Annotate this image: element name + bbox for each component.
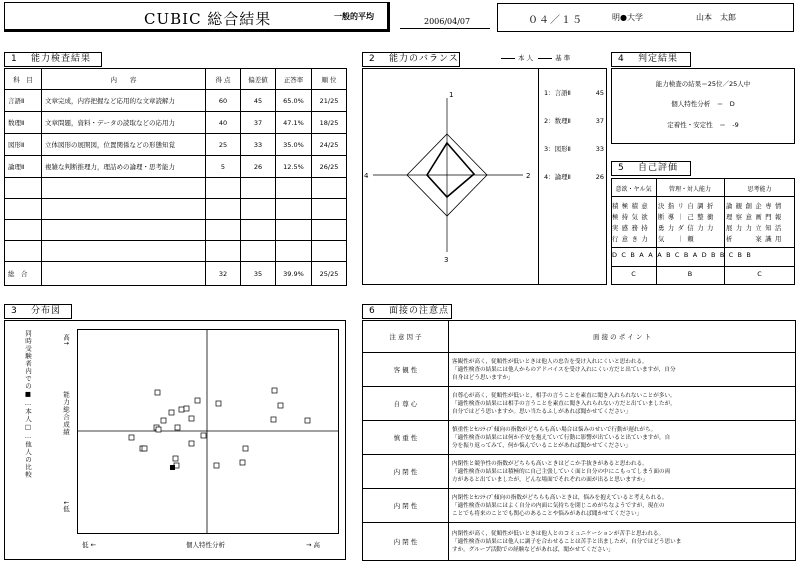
point-other [240, 460, 245, 465]
balance-item-value: 45 [595, 89, 604, 97]
section-2-title [362, 52, 460, 67]
balance-item-label: 1：言語Ⅱ [544, 89, 571, 97]
note-line: 「適性検査の結果には何か不安を抱えていて行動に影響が出ていると出ていますが，自 [452, 434, 671, 441]
grade: B [683, 251, 693, 259]
cell-accuracy: 12.5% [276, 156, 312, 178]
cell-deviation: 26 [241, 156, 276, 178]
note-row [363, 421, 796, 455]
legend-standard: 基 準 [555, 54, 571, 62]
summary-management: B [687, 270, 693, 278]
section-label: 能力のバランス [389, 54, 459, 64]
section-3-title [4, 304, 72, 319]
cell-score: 60 [206, 90, 241, 112]
section-label: 判定結果 [638, 54, 679, 64]
cell-content: 文章完成，内容把握など応用的な文章読解力 [42, 90, 206, 112]
point-other [189, 441, 194, 446]
self-eval-divider-2 [724, 178, 725, 285]
judgment-line-1: 能力検査の結果＝25位／25人中 [655, 80, 751, 88]
table-row [5, 156, 347, 178]
note-text [449, 387, 796, 421]
self-eval-summary-line [611, 266, 795, 267]
table-row [5, 90, 347, 112]
other-candidates [129, 388, 310, 468]
grade: D [612, 251, 622, 259]
section-label: 能力検査結果 [31, 54, 92, 64]
radar-axis-label-3: 3 [444, 256, 449, 264]
grade: B [630, 251, 640, 259]
cell-rank: 26/25 [312, 156, 347, 178]
section-number: 5 [618, 163, 625, 173]
cell-subject: 総 合 [5, 262, 42, 286]
x-axis-high: → 高 [306, 541, 321, 549]
note-line: 内閉性とｾﾝｼﾃｨﾌﾞ傾向の指数がどちらも高いときは，悩みを抱えていると考えられる。 [452, 494, 668, 501]
note-line: 「適性検査の結果にはよく自分の内面に気持ちを閉じこめがちなようですが，現在の [452, 502, 665, 509]
col-header-points: 面 接 の ポ イ ン ト [449, 321, 796, 353]
cell-content: 文章問題，資料・データの読取などの応用力 [42, 112, 206, 134]
ability-test-table [4, 68, 347, 286]
grade: B [737, 251, 747, 259]
point-other [161, 418, 166, 423]
distribution-legend: 同時受験者内での■…本人□…他人の比較 [24, 330, 32, 479]
point-other [201, 433, 206, 438]
group-label-thinking: 思考能力 [747, 186, 772, 193]
table-row [5, 134, 347, 156]
self-eval-divider-1 [656, 178, 657, 285]
note-line: 「適性検査の結果には他人からのアドバイスを受け入れにくい方だと出ていますが，自分 [452, 366, 676, 373]
cell-accuracy: 47.1% [276, 112, 312, 134]
balance-legend [498, 53, 570, 62]
col-header-factor: 注 意 因 子 [363, 321, 449, 353]
cell-accuracy: 65.0% [276, 90, 312, 112]
note-text [449, 523, 796, 561]
section-6-title [362, 304, 452, 319]
y-axis-low: ↓低 [62, 500, 70, 512]
cell-deviation: 33 [241, 134, 276, 156]
note-line: ことでも将来のことでも関心のあることや悩みがあれば聞かせてください」 [452, 510, 643, 517]
point-other [216, 401, 221, 406]
note-row [363, 489, 796, 523]
group-label-motivation: 意欲・ヤル気 [615, 186, 652, 193]
section-number: 3 [11, 306, 18, 316]
note-text [449, 455, 796, 489]
balance-item [544, 107, 604, 135]
balance-item [544, 163, 604, 191]
y-axis-label: 能力総合成績 [62, 391, 70, 436]
cell-subject: 数理Ⅱ [5, 112, 42, 134]
cell-accuracy: 35.0% [276, 134, 312, 156]
section-label: 面接の注意点 [389, 306, 450, 316]
note-factor: 内 閉 性 [363, 455, 449, 489]
group-label-management: 管理・対人能力 [668, 186, 711, 193]
cell-subject: 図形Ⅱ [5, 134, 42, 156]
note-line: 内閉性が高く，従順性が低いときは他人とのコミュニケーションが苦手と思われる。 [452, 530, 665, 537]
self-eval-grades [612, 251, 795, 259]
cell-subject: 言語Ⅱ [5, 90, 42, 112]
radar-axis-label-1: 1 [449, 91, 454, 99]
col-header-score: 得 点 [206, 69, 241, 90]
radar-axis-label-2: 2 [526, 172, 531, 180]
cell-score: 25 [206, 134, 241, 156]
col-header-subject: 科 目 [5, 69, 42, 90]
cell-content: 複雑な判断推理力，理詰めの論理・思考能力 [42, 156, 206, 178]
cell-rank: 18/25 [312, 112, 347, 134]
judgment-line-3: 定着性・安定性 ＝ -9 [667, 121, 739, 129]
grade: C [674, 251, 684, 259]
note-line: 「適性検査の結果には相手の言うことを素直に聞き入れられない方だと出ていましたが， [452, 400, 676, 407]
note-row [363, 523, 796, 561]
cell-subject: 論理Ⅱ [5, 156, 42, 178]
grade: D [701, 251, 711, 259]
grade: C [621, 251, 631, 259]
point-other [142, 446, 147, 451]
note-factor: 慎 重 性 [363, 421, 449, 455]
table-row [5, 112, 347, 134]
trait-grid-thinking: 論観創企専情 理察意画門報 展力力立知活 析 案識用 [726, 203, 785, 243]
note-line: 分を振り返ってみて，何か悩んでいることがあれば聞かせてください」 [452, 442, 631, 449]
cell-deviation: 45 [241, 90, 276, 112]
note-text [449, 489, 796, 523]
cell-accuracy: 39.9% [276, 262, 312, 286]
grade: B [746, 251, 756, 259]
col-header-accuracy: 正答率 [276, 69, 312, 90]
school-name: 明●大学 [612, 13, 643, 22]
note-text [449, 353, 796, 387]
cell-score: 40 [206, 112, 241, 134]
point-other [173, 456, 178, 461]
balance-item-label: 3：図形Ⅱ [544, 145, 571, 153]
note-line: すか。グループ活動での経験などがあれば，聞かせてください」 [452, 546, 614, 553]
empty-row [5, 220, 347, 241]
trait-grid-motivation: 積極積意 極持気欲 実感務持 行意き力 [612, 203, 652, 243]
point-other [156, 427, 161, 432]
cell-content: 立体図形の展開図，位置関係などの形態知覚 [42, 134, 206, 156]
radar-axis-label-4: 4 [364, 172, 369, 180]
grade: B [666, 251, 675, 259]
plot-frame [78, 330, 339, 534]
section-number: 1 [11, 54, 18, 64]
section-label: 自己評価 [638, 163, 679, 173]
note-line: 内閉性と競争性の指数がどちらも高いときはどこか手抜きがあると思われる。 [452, 460, 648, 467]
radar-chart [363, 70, 538, 284]
balance-item-value: 37 [595, 117, 604, 125]
note-row [363, 387, 796, 421]
empty-row [5, 199, 347, 220]
point-other [305, 418, 310, 423]
cell-rank: 25/25 [312, 262, 347, 286]
empty-row [5, 241, 347, 262]
note-line: 自分ではどう思いますか。思い当たるふしがあれば聞かせてください」 [452, 408, 632, 415]
grade: B [719, 251, 729, 259]
note-line: 慎重性とｾﾝｼﾃｨﾌﾞ傾向の指数がどちらも高い場合は悩みのせいで行動が遅れがち。 [452, 426, 657, 433]
point-other [195, 398, 200, 403]
report-date: 2006/04/07 [424, 17, 471, 26]
point-other [271, 417, 276, 422]
section-5-title [611, 161, 691, 176]
grade: A [657, 251, 667, 259]
balance-item-label: 2：数理Ⅱ [544, 117, 571, 125]
balance-divider [538, 68, 539, 285]
interview-notes-table [362, 320, 796, 561]
note-factor: 客 観 性 [363, 353, 449, 387]
point-other [169, 410, 174, 415]
col-header-content: 内 容 [42, 69, 206, 90]
point-other [129, 435, 134, 440]
point-other [272, 388, 277, 393]
cell-deviation: 35 [241, 262, 276, 286]
section-number: 6 [369, 306, 376, 316]
total-row [5, 262, 347, 286]
note-row [363, 353, 796, 387]
note-line: 「適性検査の結果には積極的に自己主張していく面と自分の中にこもってしまう面の両 [452, 468, 671, 475]
note-row [363, 455, 796, 489]
date-underline [400, 28, 490, 29]
note-text [449, 421, 796, 455]
note-line: 自尊心が高く，従順性が低いと，相手の言うことを素直に聞き入れられないことが多い。 [452, 392, 676, 399]
self-eval-grade-line [611, 247, 795, 248]
cell-score: 32 [206, 262, 241, 286]
cell-rank: 24/25 [312, 134, 347, 156]
grade: A [648, 251, 658, 259]
section-label: 分布図 [31, 306, 62, 316]
balance-item [544, 79, 604, 107]
point-other [179, 407, 184, 412]
summary-thinking: C [757, 270, 762, 278]
scatter-plot [77, 329, 339, 534]
grade: A [692, 251, 702, 259]
point-other [155, 390, 160, 395]
grade: B [710, 251, 720, 259]
point-other [278, 403, 283, 408]
page-number: ０４／１５ [528, 15, 583, 26]
note-line: 自身はどう思いますか」 [452, 374, 514, 381]
col-header-deviation: 偏差値 [241, 69, 276, 90]
point-other [243, 446, 248, 451]
grade: A [639, 251, 649, 259]
empty-row [5, 178, 347, 199]
radar-self-shape [427, 143, 474, 197]
point-other [189, 416, 194, 421]
section-4-title [611, 52, 691, 67]
cell-deviation: 37 [241, 112, 276, 134]
note-line: 客観性が高く，従順性が低いときは他人の忠告を受け入れにくいと思われる。 [452, 358, 648, 365]
y-axis-high: 高↑ [62, 334, 70, 346]
balance-item-list [544, 79, 604, 191]
grade: C [728, 251, 738, 259]
col-header-rank: 順 位 [312, 69, 347, 90]
judgment-line-2: 個人特性分析 ＝ D [671, 100, 735, 108]
note-line: 「適性検査の結果には他人に調子を合わせることは苦手と出ましたが，自分ではどう思いま [452, 538, 682, 545]
legend-line-standard [538, 58, 552, 59]
point-self [170, 465, 175, 470]
cell-rank: 21/25 [312, 90, 347, 112]
note-line: 方があると出ていましたが，どんな場面でそれぞれの面が出ると思いますか」 [452, 476, 648, 483]
note-factor: 内 閉 性 [363, 489, 449, 523]
section-number: 4 [618, 54, 625, 64]
balance-item-label: 4：論理Ⅱ [544, 173, 571, 181]
x-axis-low: 低 ← [82, 541, 97, 549]
balance-item [544, 135, 604, 163]
note-factor: 自 尊 心 [363, 387, 449, 421]
candidate-name: 山本 太郎 [696, 13, 736, 22]
trait-grid-management: 決指リ自調折 断導｜己整衝 勇力ダ信力力 気 ｜頼 [658, 203, 717, 243]
point-other [175, 425, 180, 430]
point-other [184, 406, 189, 411]
x-axis-label: 個人特性分析 [186, 541, 225, 549]
section-1-title [4, 52, 102, 67]
section-number: 2 [369, 54, 376, 64]
self-eval-header-line [611, 196, 795, 197]
page-title: CUBIC 総合結果 [144, 10, 272, 28]
cell-content [42, 262, 206, 286]
balance-item-value: 33 [595, 145, 604, 153]
page-subtitle: 一般的平均 [334, 12, 374, 21]
legend-line-self [501, 58, 515, 59]
cell-score: 5 [206, 156, 241, 178]
balance-item-value: 26 [595, 173, 604, 181]
legend-self: 本 人 [518, 54, 534, 62]
note-factor: 内 閉 性 [363, 523, 449, 561]
summary-motivation: C [631, 270, 636, 278]
point-other [214, 463, 219, 468]
